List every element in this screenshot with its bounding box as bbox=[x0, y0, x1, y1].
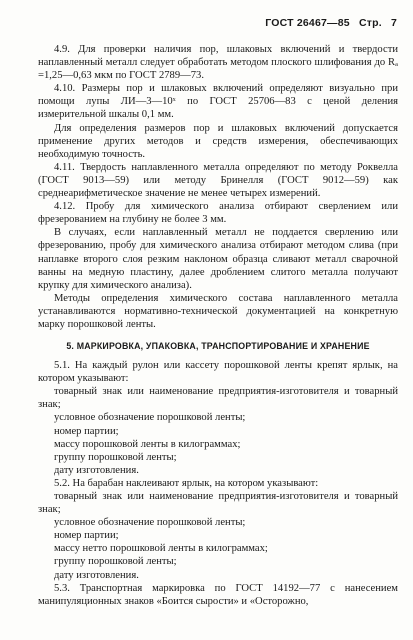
paragraph-5-3: 5.3. Транспортная маркировка по ГОСТ 14192—77 с нанесением манипуляционных знаков «Боится сырости» и «Осторожно, bbox=[38, 582, 398, 607]
paragraph-4-10: 4.10. Размеры пор и шлаковых включений определяют визуально при помощи лупы ЛИ—3—10ˣ по ГОСТ 25706—83 с ценой деления измерительной шкалы 0,1 мм. bbox=[38, 83, 398, 121]
paragraph-4-10-note: Для определения размеров пор и шлаковых включений допускается применение других методов и средств измерения, обеспечивающих необходимую точность. bbox=[38, 122, 398, 160]
list-item: номер партии; bbox=[54, 425, 119, 437]
page-label: Стр. bbox=[358, 17, 382, 29]
list-item: группу порошковой ленты; bbox=[54, 451, 177, 463]
paragraph-methods: Методы определения химического состава наплавленного металла устанавливаются нормативно-технической документацией на конкретную марку порошковой ленты. bbox=[38, 292, 398, 330]
list-item: дату изготовления. bbox=[54, 569, 139, 581]
paragraph-4-12: 4.12. Пробу для химического анализа отбирают сверлением или фрезерованием на глубину не более 3 мм. bbox=[38, 201, 398, 226]
page-header bbox=[259, 17, 397, 29]
list-item: условное обозначение порошковой ленты; bbox=[54, 517, 246, 529]
paragraph-4-12-note: В случаях, если наплавленный металл не поддается сверлению или фрезерованию, пробу для химического анализа отбирают методом слива (при наплавке второго слоя резким наклоном образца сливают металл сварочной ванны на медную пластину, далее дроблением слитого металла получают крупку для химического анализа). bbox=[38, 227, 398, 291]
page-number: 7 bbox=[390, 17, 397, 29]
section-title: 5. МАРКИРОВКА, УПАКОВКА, ТРАНСПОРТИРОВАНИЕ И ХРАНЕНИЕ bbox=[66, 341, 370, 352]
paragraph-5-2: 5.2. На барабан наклеивают ярлык, на котором указывают: bbox=[54, 477, 319, 489]
list-item: товарный знак или наименование предприятия-изготовителя и товарный знак; bbox=[38, 386, 398, 411]
list-item: дату изготовления. bbox=[54, 464, 139, 476]
paragraph-4-11: 4.11. Твердость наплавленного металла определяют по методу Роквелла (ГОСТ 9013—59) или методу Бринелля (ГОСТ 9012—59) как среднеарифметическое значение не менее четырех измерений. bbox=[38, 161, 398, 200]
list-item: массу порошковой ленты в килограммах; bbox=[54, 438, 241, 450]
list-item: массу нетто порошковой ленты в килограммах; bbox=[54, 543, 268, 555]
list-item: группу порошковой ленты; bbox=[54, 556, 177, 568]
gost-code: ГОСТ 26467—85 bbox=[265, 17, 350, 29]
list-item: товарный знак или наименование предприятия-изготовителя и товарный знак; bbox=[38, 491, 398, 516]
list-item: номер партии; bbox=[54, 530, 119, 542]
document-body bbox=[38, 43, 398, 608]
paragraph-5-1: 5.1. На каждый рулон или кассету порошковой ленты крепят ярлык, на котором указывают: bbox=[38, 360, 398, 385]
list-item: условное обозначение порошковой ленты; bbox=[54, 412, 246, 424]
paragraph-4-9: 4.9. Для проверки наличия пор, шлаковых включений и твердости наплавленный металл следует обработать методом плоского шлифования до Rₐ =1,25—0,63 мкм по ГОСТ 2789—73. bbox=[38, 44, 398, 82]
